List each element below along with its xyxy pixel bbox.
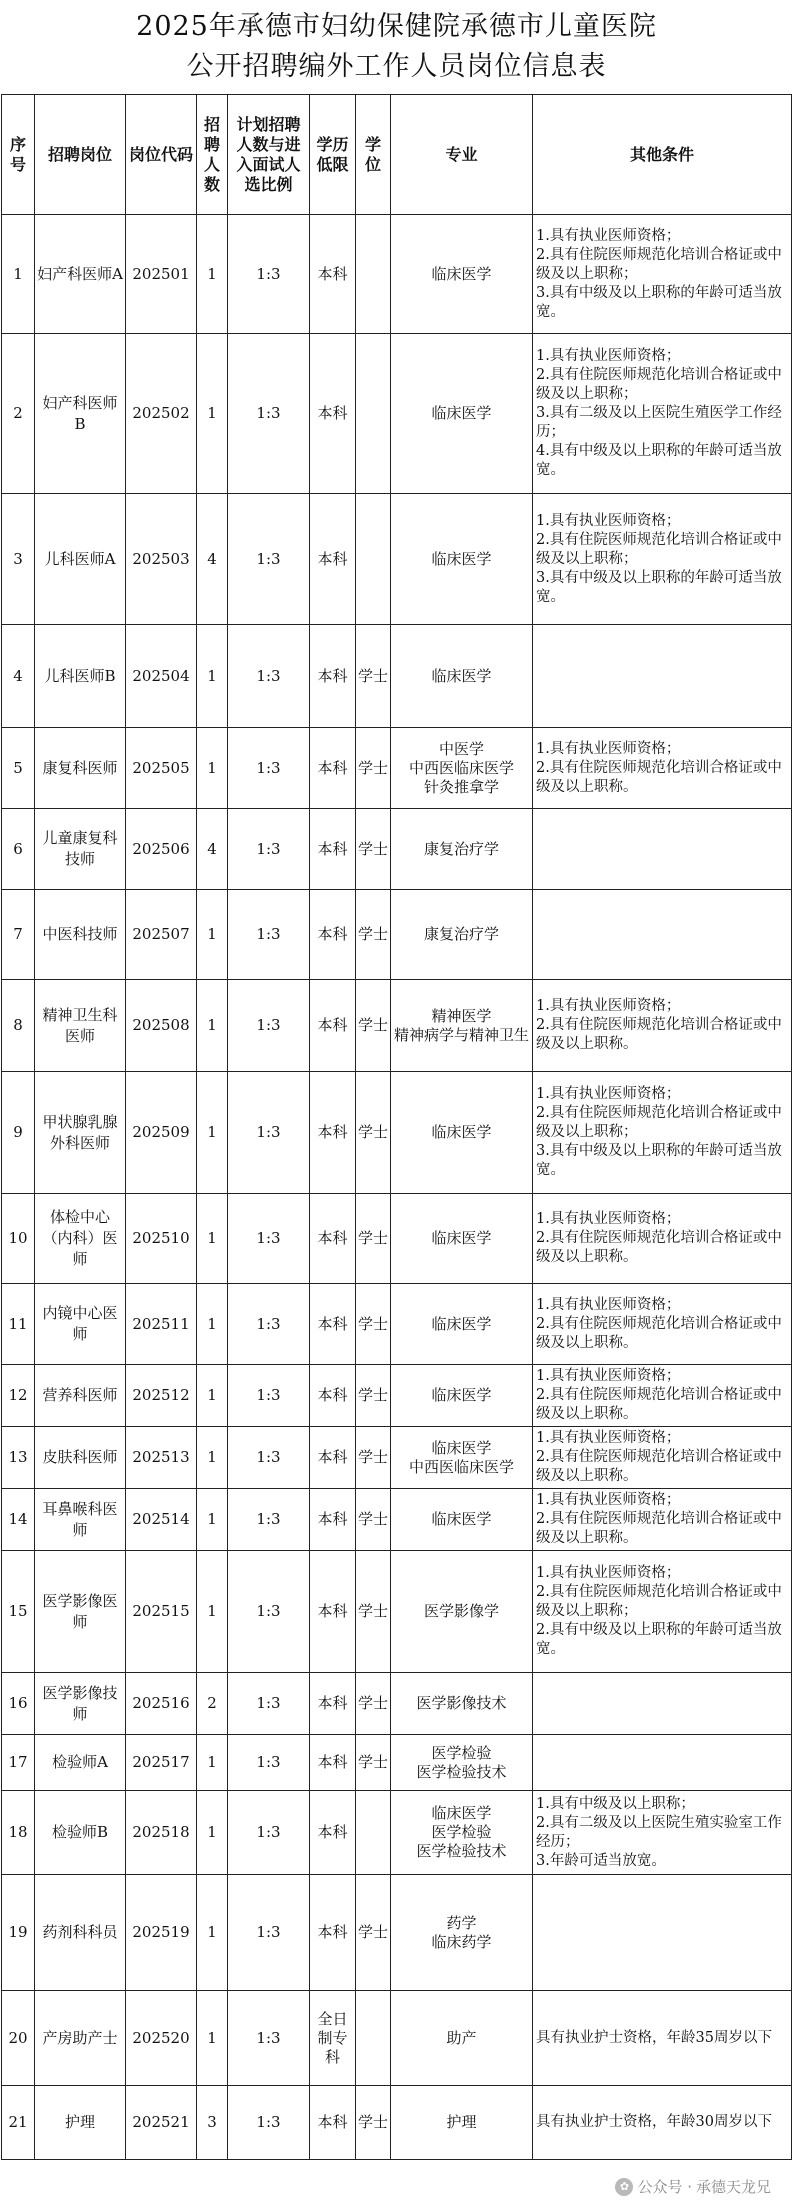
cell-ratio: 1:3 [228,728,310,809]
table-header-row [2,95,792,215]
cell-ratio: 1:3 [228,1991,310,2086]
table-row [2,1427,792,1489]
header-seq: 序号 [2,95,35,215]
cell-ratio: 1:3 [228,1194,310,1284]
cell-ratio: 1:3 [228,1072,310,1194]
cell-post: 医学影像医师 [35,1551,126,1673]
watermark [615,2176,771,2197]
cell-ratio: 1:3 [228,2086,310,2160]
watermark-account: 承德天龙兄 [695,2178,771,2196]
cell-ratio: 1:3 [228,980,310,1072]
cell-post: 儿科医师B [35,625,126,728]
cell-degree: 学士 [356,1489,391,1551]
cell-seq: 14 [2,1489,35,1551]
table-row [2,1735,792,1791]
table-row [2,494,792,625]
table-row [2,1284,792,1365]
cell-ratio: 1:3 [228,890,310,980]
cell-code: 202517 [126,1735,197,1791]
cell-other [533,809,792,890]
cell-edu: 本科 [310,1489,356,1551]
cell-degree: 学士 [356,1427,391,1489]
cell-seq: 1 [2,215,35,334]
cell-post: 康复科医师 [35,728,126,809]
cell-seq: 17 [2,1735,35,1791]
cell-post: 检验师A [35,1735,126,1791]
cell-code: 202515 [126,1551,197,1673]
cell-post: 儿科医师A [35,494,126,625]
cell-major: 护理 [391,2086,533,2160]
cell-seq: 12 [2,1365,35,1427]
cell-ratio: 1:3 [228,1735,310,1791]
cell-post: 皮肤科医师 [35,1427,126,1489]
cell-code: 202504 [126,625,197,728]
cell-code: 202519 [126,1875,197,1991]
cell-num: 1 [197,1735,228,1791]
cell-seq: 19 [2,1875,35,1991]
cell-major: 药学 临床药学 [391,1875,533,1991]
cell-edu: 本科 [310,1194,356,1284]
cell-edu: 本科 [310,1072,356,1194]
header-edu: 学历低限 [310,95,356,215]
header-num: 招聘人数 [197,95,228,215]
cell-other: 1.具有执业医师资格； 2.具有住院医师规范化培训合格证或中级及以上职称。 [533,1427,792,1489]
cell-ratio: 1:3 [228,1791,310,1875]
cell-post: 体检中心（内科）医师 [35,1194,126,1284]
cell-ratio: 1:3 [228,215,310,334]
table-row [2,1673,792,1735]
cell-major: 临床医学 医学检验 医学检验技术 [391,1791,533,1875]
cell-degree [356,215,391,334]
cell-seq: 16 [2,1673,35,1735]
cell-degree: 学士 [356,1673,391,1735]
table-row [2,1875,792,1991]
cell-seq: 18 [2,1791,35,1875]
cell-ratio: 1:3 [228,1673,310,1735]
cell-edu: 本科 [310,890,356,980]
cell-major: 医学检验 医学检验技术 [391,1735,533,1791]
cell-other [533,890,792,980]
cell-code: 202503 [126,494,197,625]
cell-post: 中医科技师 [35,890,126,980]
cell-code: 202502 [126,334,197,494]
cell-code: 202516 [126,1673,197,1735]
cell-degree [356,1791,391,1875]
cell-major: 临床医学 中西医临床医学 [391,1427,533,1489]
cell-edu: 本科 [310,334,356,494]
cell-seq: 10 [2,1194,35,1284]
cell-edu: 本科 [310,2086,356,2160]
cell-major: 精神医学 精神病学与精神卫生 [391,980,533,1072]
cell-degree: 学士 [356,1072,391,1194]
cell-post: 检验师B [35,1791,126,1875]
cell-code: 202520 [126,1991,197,2086]
cell-degree: 学士 [356,1365,391,1427]
header-post: 招聘岗位 [35,95,126,215]
cell-degree [356,334,391,494]
cell-edu: 本科 [310,1791,356,1875]
cell-edu: 全日制专科 [310,1991,356,2086]
cell-major: 康复治疗学 [391,809,533,890]
cell-other: 1.具有执业医师资格； 2.具有住院医师规范化培训合格证或中级及以上职称； 3.具有二级及以上医院生殖医学工作经历； 4.具有中级及以上职称的年龄可适当放宽。 [533,334,792,494]
cell-other: 具有执业护士资格，年龄30周岁以下 [533,2086,792,2160]
cell-degree: 学士 [356,809,391,890]
cell-num: 1 [197,625,228,728]
cell-num: 1 [197,1991,228,2086]
table-row [2,809,792,890]
cell-degree [356,1991,391,2086]
cell-degree: 学士 [356,625,391,728]
cell-num: 1 [197,890,228,980]
cell-code: 202513 [126,1427,197,1489]
cell-code: 202518 [126,1791,197,1875]
table-row [2,2086,792,2160]
cell-code: 202505 [126,728,197,809]
cell-seq: 2 [2,334,35,494]
cell-degree: 学士 [356,1551,391,1673]
cell-num: 1 [197,1551,228,1673]
header-major: 专业 [391,95,533,215]
cell-ratio: 1:3 [228,1489,310,1551]
cell-seq: 4 [2,625,35,728]
table-row [2,215,792,334]
cell-num: 1 [197,728,228,809]
cell-degree: 学士 [356,1194,391,1284]
cell-edu: 本科 [310,494,356,625]
document-title-line1: 2025年承德市妇幼保健院承德市儿童医院 [136,11,657,42]
cell-code: 202508 [126,980,197,1072]
table-row [2,334,792,494]
cell-major: 康复治疗学 [391,890,533,980]
cell-code: 202511 [126,1284,197,1365]
cell-major: 临床医学 [391,494,533,625]
cell-other: 1.具有执业医师资格； 2.具有住院医师规范化培训合格证或中级及以上职称。 [533,1194,792,1284]
cell-major: 临床医学 [391,1489,533,1551]
cell-code: 202507 [126,890,197,980]
cell-ratio: 1:3 [228,1551,310,1673]
header-degree: 学位 [356,95,391,215]
cell-post: 药剂科科员 [35,1875,126,1991]
cell-edu: 本科 [310,809,356,890]
header-ratio: 计划招聘人数与进入面试人选比例 [228,95,310,215]
cell-post: 妇产科医师B [35,334,126,494]
cell-seq: 6 [2,809,35,890]
cell-num: 1 [197,1427,228,1489]
cell-post: 营养科医师 [35,1365,126,1427]
table-body [2,215,792,2160]
cell-num: 1 [197,215,228,334]
cell-post: 甲状腺乳腺外科医师 [35,1072,126,1194]
table-row [2,1194,792,1284]
cell-seq: 9 [2,1072,35,1194]
cell-post: 妇产科医师A [35,215,126,334]
cell-other: 1.具有执业医师资格； 2.具有住院医师规范化培训合格证或中级及以上职称； 3.具有中级及以上职称的年龄可适当放宽。 [533,215,792,334]
cell-major: 医学影像学 [391,1551,533,1673]
cell-code: 202501 [126,215,197,334]
cell-code: 202512 [126,1365,197,1427]
cell-seq: 13 [2,1427,35,1489]
cell-edu: 本科 [310,215,356,334]
job-info-table [1,94,792,2160]
cell-other: 1.具有执业医师资格； 2.具有住院医师规范化培训合格证或中级及以上职称； 3.具有中级及以上职称的年龄可适当放宽。 [533,494,792,625]
cell-ratio: 1:3 [228,1427,310,1489]
cell-seq: 15 [2,1551,35,1673]
table-row [2,1489,792,1551]
cell-other: 1.具有执业医师资格； 2.具有住院医师规范化培训合格证或中级及以上职称； 2.具有中级及以上职称的年龄可适当放宽。 [533,1551,792,1673]
cell-post: 精神卫生科医师 [35,980,126,1072]
cell-num: 1 [197,1489,228,1551]
cell-seq: 20 [2,1991,35,2086]
cell-num: 4 [197,809,228,890]
cell-edu: 本科 [310,1875,356,1991]
cell-code: 202521 [126,2086,197,2160]
cell-major: 临床医学 [391,1194,533,1284]
cell-edu: 本科 [310,1427,356,1489]
cell-code: 202509 [126,1072,197,1194]
cell-ratio: 1:3 [228,625,310,728]
cell-num: 1 [197,1194,228,1284]
cell-degree: 学士 [356,2086,391,2160]
table-row [2,1551,792,1673]
header-code: 岗位代码 [126,95,197,215]
cell-code: 202514 [126,1489,197,1551]
cell-post: 内镜中心医师 [35,1284,126,1365]
cell-other [533,1673,792,1735]
cell-edu: 本科 [310,980,356,1072]
cell-major: 临床医学 [391,1365,533,1427]
cell-ratio: 1:3 [228,334,310,494]
cell-other: 1.具有执业医师资格； 2.具有住院医师规范化培训合格证或中级及以上职称。 [533,1284,792,1365]
cell-num: 2 [197,1673,228,1735]
cell-num: 1 [197,1072,228,1194]
cell-other: 1.具有执业医师资格； 2.具有住院医师规范化培训合格证或中级及以上职称。 [533,728,792,809]
cell-ratio: 1:3 [228,809,310,890]
table-row [2,1365,792,1427]
document-title-line2: 公开招聘编外工作人员岗位信息表 [186,51,607,82]
table-row [2,1072,792,1194]
cell-major: 助产 [391,1991,533,2086]
cell-major: 临床医学 [391,215,533,334]
cell-edu: 本科 [310,1673,356,1735]
cell-num: 1 [197,1365,228,1427]
cell-edu: 本科 [310,728,356,809]
cell-edu: 本科 [310,1365,356,1427]
cell-post: 产房助产士 [35,1991,126,2086]
cell-ratio: 1:3 [228,1284,310,1365]
cell-seq: 3 [2,494,35,625]
cell-num: 1 [197,1791,228,1875]
cell-major: 临床医学 [391,1072,533,1194]
cell-post: 护理 [35,2086,126,2160]
cell-seq: 7 [2,890,35,980]
cell-major: 医学影像技术 [391,1673,533,1735]
cell-degree: 学士 [356,1875,391,1991]
cell-seq: 8 [2,980,35,1072]
cell-other: 1.具有执业医师资格； 2.具有住院医师规范化培训合格证或中级及以上职称。 [533,1365,792,1427]
table-row [2,890,792,980]
cell-other [533,625,792,728]
cell-major: 临床医学 [391,1284,533,1365]
cell-post: 医学影像技师 [35,1673,126,1735]
table-row [2,625,792,728]
cell-code: 202506 [126,809,197,890]
table-row [2,1991,792,2086]
cell-num: 1 [197,1284,228,1365]
cell-degree: 学士 [356,1284,391,1365]
cell-code: 202510 [126,1194,197,1284]
table-row [2,1791,792,1875]
cell-num: 1 [197,334,228,494]
cell-other: 1.具有中级及以上职称； 2.具有二级及以上医院生殖实验室工作经历； 3.年龄可适当放宽。 [533,1791,792,1875]
cell-post: 耳鼻喉科医师 [35,1489,126,1551]
cell-num: 1 [197,1875,228,1991]
watermark-prefix: 公众号 · [637,2178,692,2196]
cell-degree: 学士 [356,980,391,1072]
header-other: 其他条件 [533,95,792,215]
cell-degree: 学士 [356,890,391,980]
cell-other: 1.具有执业医师资格； 2.具有住院医师规范化培训合格证或中级及以上职称。 [533,1489,792,1551]
cell-other: 1.具有执业医师资格； 2.具有住院医师规范化培训合格证或中级及以上职称。 [533,980,792,1072]
cell-edu: 本科 [310,1284,356,1365]
cell-edu: 本科 [310,1551,356,1673]
cell-num: 1 [197,980,228,1072]
cell-edu: 本科 [310,1735,356,1791]
cell-other: 1.具有执业医师资格； 2.具有住院医师规范化培训合格证或中级及以上职称； 3.具有中级及以上职称的年龄可适当放宽。 [533,1072,792,1194]
cell-post: 儿童康复科技师 [35,809,126,890]
cell-major: 中医学 中西医临床医学 针灸推拿学 [391,728,533,809]
cell-seq: 5 [2,728,35,809]
table-row [2,728,792,809]
cell-other [533,1875,792,1991]
cell-major: 临床医学 [391,625,533,728]
cell-num: 3 [197,2086,228,2160]
cell-other [533,1735,792,1791]
cell-ratio: 1:3 [228,1365,310,1427]
cell-major: 临床医学 [391,334,533,494]
cell-ratio: 1:3 [228,1875,310,1991]
cell-other: 具有执业护士资格，年龄35周岁以下 [533,1991,792,2086]
cell-degree [356,494,391,625]
cell-seq: 21 [2,2086,35,2160]
cell-degree: 学士 [356,728,391,809]
wechat-icon: ✿ [615,2178,633,2196]
cell-ratio: 1:3 [228,494,310,625]
cell-num: 4 [197,494,228,625]
cell-edu: 本科 [310,625,356,728]
cell-seq: 11 [2,1284,35,1365]
cell-degree: 学士 [356,1735,391,1791]
table-row [2,980,792,1072]
